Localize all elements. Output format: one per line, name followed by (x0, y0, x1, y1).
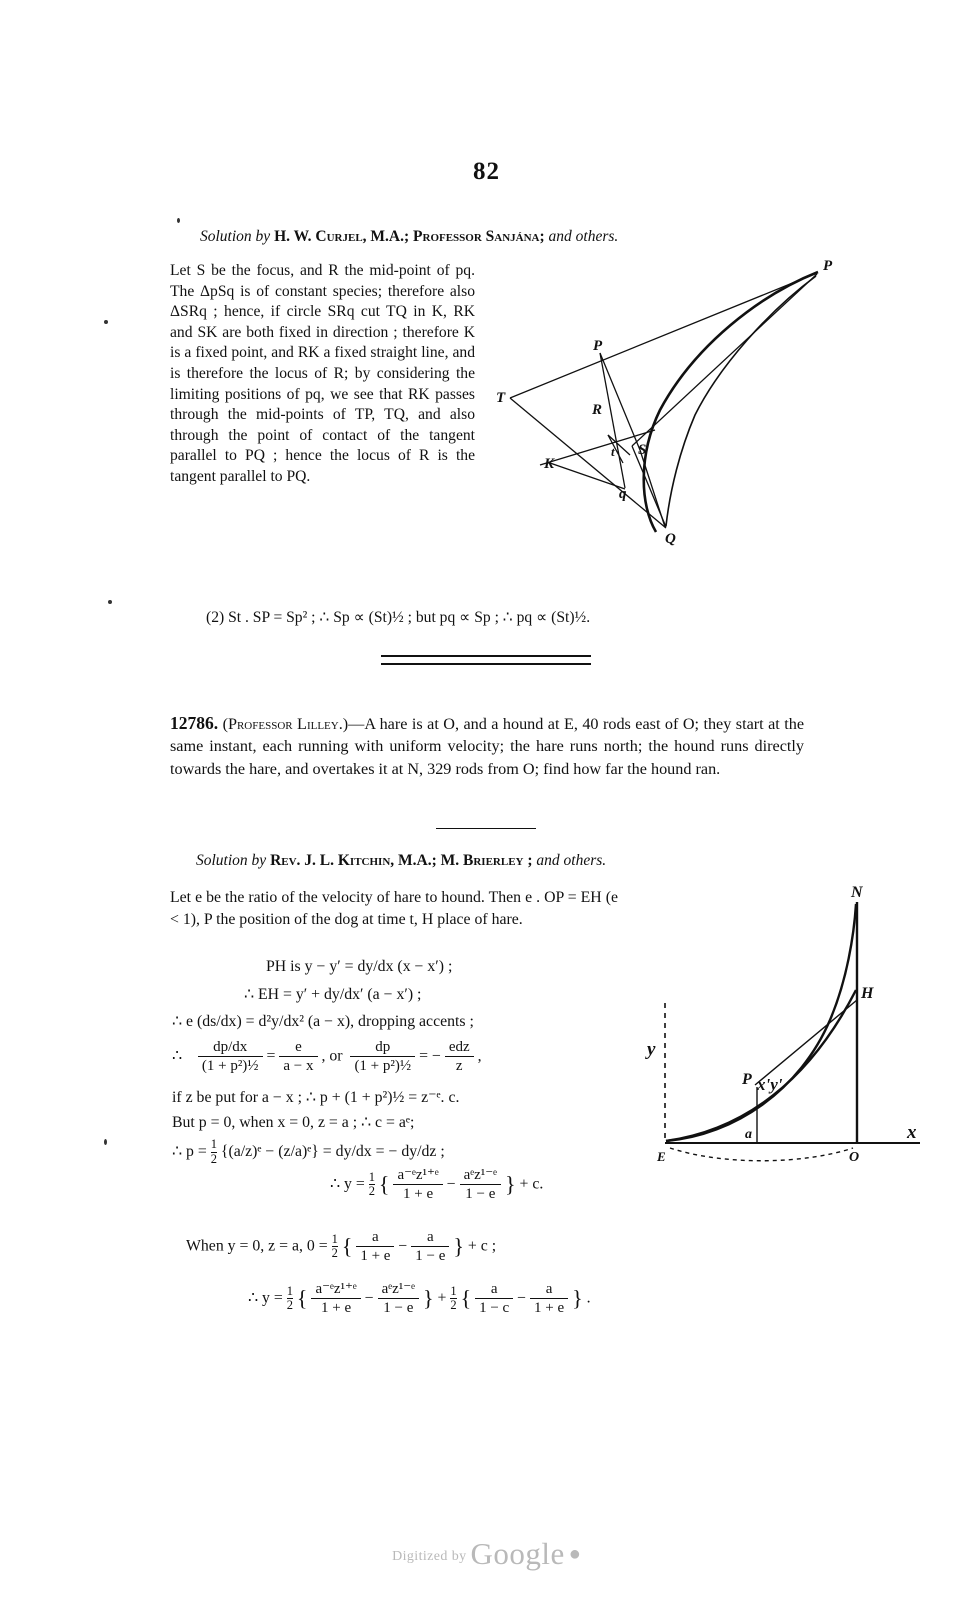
byline-prefix: Solution by (200, 228, 275, 245)
figure1-label-P-outer: P (823, 258, 833, 274)
figure1-label-K: K (544, 456, 555, 472)
byline-solution-2 (196, 852, 606, 870)
figure-pursuit-curve (625, 880, 945, 1180)
figure2-label-N: N (851, 884, 863, 901)
figure-conic-locus (480, 250, 860, 570)
fraction-edz-z: $\frac{\text{edz}}{z}$ (445, 1038, 474, 1076)
math-line-8 (330, 1166, 543, 1204)
fraction-dp: $\frac{dp}{\text{(1 + p²)½}}$ (350, 1038, 415, 1076)
brace-close: } (453, 1233, 464, 1259)
fraction-term-4: $\frac{a}{1 + e}$ (530, 1280, 568, 1318)
problem-attribution: (Professor Lilley.)— (222, 715, 365, 733)
math-line-9 (186, 1228, 496, 1266)
math-line-7 (172, 1138, 445, 1167)
math-line-4-or: , or (321, 1047, 343, 1065)
byline2-prefix: Solution by (196, 852, 271, 869)
figure1-label-R: R (592, 402, 603, 418)
fraction-e-over-a-minus-x: $\frac{e}{a - x}$ (279, 1038, 317, 1076)
scan-speck (108, 600, 112, 604)
math-line-10-lead: ∴ y = (248, 1289, 283, 1307)
footer-prefix: Digitized by (392, 1549, 467, 1564)
one-half-fraction: $\frac{1}{2}$ (286, 1283, 293, 1313)
fraction-dp-dx: $\frac{dp/dx}{\text{(1 + p²)½}}$ (198, 1038, 263, 1076)
figure2-label-P: P (742, 1071, 752, 1088)
math-line-7-body: {(a/z)ᵉ − (z/a)ᵉ} = dy/dx = − dy/dz ; (220, 1142, 445, 1160)
figure1-label-Q: Q (665, 531, 676, 547)
math-line-9-lead: When y = 0, z = a, 0 = (186, 1237, 328, 1255)
brace-open: { (341, 1233, 353, 1259)
figure1-label-S: S (638, 442, 647, 458)
math-line-4-eq2: = − (419, 1047, 441, 1065)
figure2-label-H: H (861, 985, 874, 1002)
figure1-label-q: q (619, 486, 627, 502)
math-line-2: ∴ EH = y′ + dy/dx′ (a − x′) ; (244, 986, 422, 1003)
fraction-term-1: $\frac{\text{a⁻ᵉz¹⁺ᵉ}}{1 + e}$ (393, 1166, 442, 1204)
one-half-fraction: $\frac{1}{2}$ (450, 1283, 457, 1313)
math-line-10-minus: − (364, 1289, 374, 1307)
byline-names: H. W. Curjel, M.A.; Professor Sanjána; (274, 228, 549, 245)
fraction-a-over-1-minus-e: $\frac{a}{1 - e}$ (411, 1228, 449, 1266)
math-line-8-minus: − (446, 1175, 456, 1193)
fraction-term-2: $\frac{\text{aᵉz¹⁻ᵉ}}{1 - e}$ (460, 1166, 501, 1204)
figure1-label-t: t (611, 444, 615, 459)
figure2-label-y: y (647, 1039, 656, 1060)
math-line-10-end: . (586, 1289, 591, 1307)
fraction-a-over-1-plus-e: $\frac{a}{1 + e}$ (356, 1228, 394, 1266)
math-line-10 (248, 1280, 591, 1318)
math-line-3: ∴ e (ds/dx) = d²y/dx² (a − x), dropping accents ; (172, 1013, 474, 1030)
math-line-6: But p = 0, when x = 0, z = a ; ∴ c = aᵉ; (172, 1114, 415, 1131)
math-line-4-lead: ∴ (172, 1047, 183, 1065)
figure2-label-O: O (849, 1150, 860, 1165)
page-number: 82 (473, 158, 500, 185)
fraction-term-1: $\frac{\text{a⁻ᵉz¹⁺ᵉ}}{1 + e}$ (311, 1280, 360, 1318)
math-line-4-eq1: = (266, 1047, 276, 1065)
figure1-label-T: T (496, 390, 506, 406)
one-half-fraction: $\frac{1}{2}$ (368, 1169, 375, 1199)
problem-text: A hare is at O, and a hound at E, 40 rods east of O; they start at the same instant, each running with uniform velocity; the hare runs north; the hound runs directly towards the hare, and overtakes it at N, 329 rods from O; find how far the hound ran. (170, 715, 804, 778)
math-line-5: if z be put for a − x ; ∴ p + (1 + p²)½ = z⁻ᵉ. c. (172, 1089, 460, 1106)
brace-close: } (422, 1285, 434, 1311)
math-line-8-end: + c. (519, 1175, 544, 1193)
figure2-label-a: a (745, 1127, 752, 1142)
one-half-fraction: $\frac{1}{2}$ (210, 1137, 217, 1166)
figure2-label-E: E (657, 1149, 666, 1164)
footer-dot: ● (568, 1543, 581, 1565)
byline-suffix: and others. (548, 228, 619, 245)
problem-12786 (170, 712, 804, 780)
solution-2-text (170, 887, 618, 930)
math-line-7-lead: ∴ p = (172, 1142, 207, 1160)
math-line-10-minus-2: − (517, 1289, 527, 1307)
math-line-4-end: , (477, 1047, 482, 1065)
solution-1-text (170, 261, 475, 488)
math-line-9-end: + c ; (467, 1237, 497, 1255)
problem-number: 12786. (170, 713, 219, 733)
equation-2: (2) St . SP = Sp² ; ∴ Sp ∝ (St)½ ; but pq ∝ Sp ; ∴ pq ∝ (St)½. (206, 609, 591, 626)
math-line-1: PH is y − y′ = dy/dx (x − x′) ; (266, 958, 453, 975)
footer-watermark (0, 1536, 973, 1572)
footer-brand: Google (470, 1536, 565, 1571)
math-line-9-minus: − (398, 1237, 408, 1255)
one-half-fraction: $\frac{1}{2}$ (331, 1231, 338, 1261)
math-line-10-plus: + (437, 1289, 447, 1307)
solution-2-paragraph: Let e be the ratio of the velocity of hare to hound. Then e . OP = EH (e < 1), P the position of the dog at time t, H place of hare. (170, 889, 618, 928)
scan-speck (104, 1139, 107, 1145)
brace-close: } (572, 1285, 583, 1311)
section-divider-double (381, 655, 591, 665)
figure2-label-x: x (907, 1122, 917, 1143)
figure2-label-xy-prime: x'y' (757, 1075, 783, 1094)
byline-solution-1 (200, 228, 618, 246)
brace-open: { (378, 1171, 390, 1197)
scan-speck (104, 320, 108, 324)
brace-open: { (296, 1285, 308, 1311)
section-divider-short (436, 828, 536, 829)
brace-close: } (504, 1171, 516, 1197)
scan-speck (177, 218, 180, 223)
solution-1-paragraph: Let S be the focus, and R the mid-point of pq. The ΔpSq is of constant species; therefore also ΔSRq ; hence, if circle SRq cut TQ in K, RK and SK are both fixed in direction ; therefore K is a fixed point, and RK a fixed straight line, and is therefore the locus of R; by considering the limiting positions of pq, we see that RK passes through the mid-points of TP, TQ, and also through the point of contact of the tangent parallel to PQ ; hence the locus of R is the tangent parallel to PQ. (170, 262, 475, 485)
fraction-term-3: $\frac{a}{1 - c}$ (475, 1280, 513, 1318)
brace-open: { (460, 1285, 472, 1311)
math-line-4 (172, 1038, 482, 1076)
math-line-8-lead: ∴ y = (330, 1175, 365, 1193)
figure1-label-P-inner: P (593, 338, 603, 354)
byline2-names: Rev. J. L. Kitchin, M.A.; M. Brierley ; (270, 852, 537, 869)
byline2-suffix: and others. (536, 852, 607, 869)
fraction-term-2: $\frac{\text{aᵉz¹⁻ᵉ}}{1 - e}$ (378, 1280, 419, 1318)
